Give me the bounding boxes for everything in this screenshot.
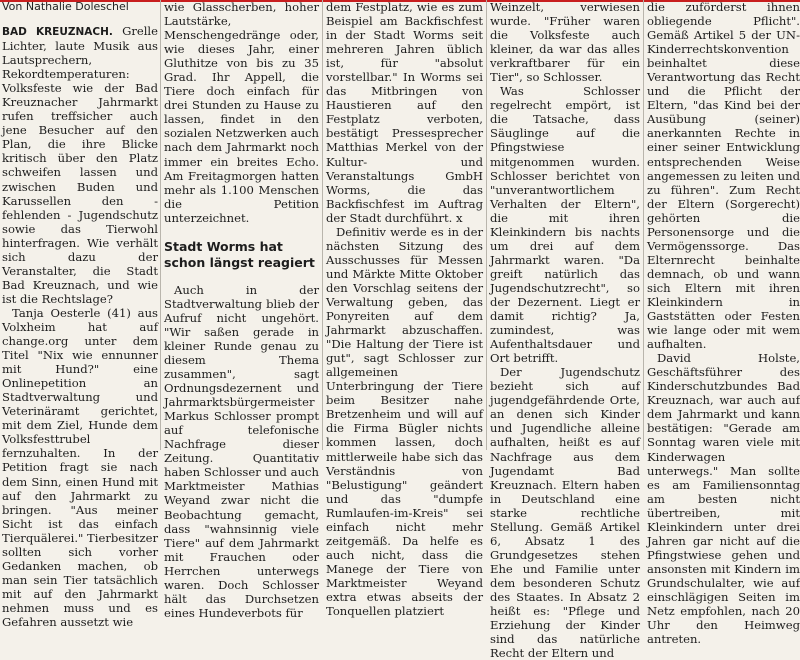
paragraph: Definitiv werde es in der nächsten Sitzung des Ausschusses für Messen und Märkte Mitte Oktober den Vorschlag seitens der Verwaltung geben, das Ponyreiten auf dem Jahrmarkt abzuschaffen. "Die Haltung der Tiere ist gut", sagt Schlosser zur allgemeinen Unterbringung der Tiere beim Besitzer nahe Bretzenheim und will auf die Firma Bügler nichts kommen lassen, doch mittlerweile habe sich das Verständnis von "Belustigung" geändert und das "dumpfe Rumlaufen-im-Kreis" sei einfach nicht mehr zeitgemäß. Da helfe es auch nicht, dass die Manege der Tiere von Marktmeister Weyand extra etwas abseits der Tonquellen platziert	[326, 224, 483, 619]
paragraph: Was Schlosser regelrecht empört, ist die Tatsache, dass Säuglinge auf die Pfingstwiese mitgenommen wurden. Schlosser berichtet von "unverantwortlichem Verhalten der Eltern", die mit ihren Kleinkindern bis nachts um drei auf dem Jahrmarkt waren. "Da greift natürlich das Jugendschutzrecht", so der Dezernent. Liegt er damit richtig? Ja, zumindest, was Aufenthaltsdauer und Ort betrifft.	[490, 84, 640, 366]
lead-text: Grelle Lichter, laute Musik aus Lautsprechern, Rekordtemperaturen: Volksfeste wie der Bad Kreuznacher Jahrmarkt rufen treffsicher auch jene Besucher auf den Plan, die ihre Blicke kritisch über den Platz schweifen lassen und zwischen Buden und Karussellen den - fehlenden - Jugendschutz sowie das Tierwohl hinterfragen. Wie verhält sich dazu der Veranstalter, die Stadt Bad Kreuznach, und wie ist die Rechtslage?	[2, 24, 159, 306]
dateline: BAD KREUZNACH.	[2, 26, 113, 38]
paragraph: Der Jugendschutz bezieht sich auf jugendgefährdende Orte, an denen sich Kinder und Jugendliche alleine aufhalten, heißt es auf Nachfrage aus dem Jugendamt Bad Kreuznach. Eltern haben in Deutschland eine starke rechtliche Stellung. Gemäß Artikel 6, Absatz 1 des Grundgesetzes stehen Ehe und Familie unter dem besonderen Schutz des Staates. In Absatz 2 heißt es: "Pflege und Erziehung der Kinder sind das natürliche Recht der Eltern und	[490, 365, 640, 660]
column-divider	[322, 0, 323, 450]
paragraph: wie Glasscherben, hoher Lautstärke, Menschengedränge oder, wie dieses Jahr, einer Gluthitze von bis zu 35 Grad. Ihr Appell, die Tiere doch einfach für drei Stunden zu Hause zu lassen, findet in den sozialen Netzwerken auch nach dem Jahrmarkt noch immer ein breites Echo. Am Freitagmorgen hatten mehr als 1.100 Menschen die Petition unterzeichnet.	[164, 0, 319, 225]
paragraph: Weinzelt, verwiesen wurde. "Früher waren die Volksfeste auch kleiner, da war das alles verkraftbarer für ein Tier", so Schlosser.	[490, 0, 640, 85]
column-divider	[486, 0, 487, 450]
paragraph: dem Festplatz, wie es zum Beispiel am Backfischfest in der Stadt Worms seit mehreren Jahren üblich ist, für "absolut vorstellbar." In Worms sei das Mitbringen von Haustieren auf den Festplatz verboten, bestätigt Pressesprecher Matthias Merkel von der Kultur- und Veranstaltungs GmbH Worms, die das Backfischfest im Auftrag der Stadt durchführt. x	[326, 0, 483, 225]
article-column-3	[326, 0, 483, 619]
lead-paragraph	[2, 24, 158, 306]
article-column-4	[490, 0, 640, 660]
paragraph: Auch in der Stadtverwaltung blieb der Aufruf nicht ungehört. "Wir saßen gerade in kleiner Runde genau zu diesem Thema zusammen", sagt Ordnungsdezernent und Jahrmarktsbürgermeister Markus Schlosser prompt auf telefonische Nachfrage dieser Zeitung. Quantitativ haben Schlosser und auch Marktmeister Mathias Weyand zwar nicht die Beobachtung gemacht, dass "wahnsinnig viele Tiere" auf dem Jahrmarkt mit Frauchen oder Herrchen unterwegs waren. Doch Schlosser hält das Durchsetzen eines Hundeverbots für	[164, 282, 319, 620]
article-column-1	[2, 0, 159, 629]
column-divider	[643, 0, 644, 450]
paragraph: David Holste, Geschäftsführer des Kinderschutzbundes Bad Kreuznach, war auch auf dem Jahrmarkt und kann bestätigen: "Gerade am Sonntag waren viele mit Kinderwagen unterwegs." Man sollte es am Familiensonntag am besten nicht übertreiben, mit Kleinkindern unter drei Jahren gar nicht auf die Pfingstwiese gehen und ansonsten mit Kindern im Grundschulalter, wie auf einschlägigen Seiten im Netz empfohlen, nach 20 Uhr den Heimweg antreten.	[647, 351, 800, 647]
paragraph: die zuförderst ihnen obliegende Pflicht". Gemäß Artikel 5 der UN-Kinderrechtskonvention beinhaltet diese Verantwortung das Recht und die Pflicht der Eltern, "das Kind bei der Ausübung (seiner) anerkannten Rechte in einer seiner Entwicklung entsprechenden Weise angemessen zu leiten und zu führen". Zum Recht der Eltern (Sorgerecht) gehörten die Personensorge und die Vermögenssorge. Das Elternrecht beinhalte demnach, ob und wann sich Eltern mit ihren Kleinkindern in Gaststätten oder Festen wie lange oder mit wem aufhalten.	[647, 0, 800, 352]
article-column-5	[647, 0, 800, 647]
byline: Von Nathalie Doleschel	[2, 0, 129, 13]
paragraph: Tanja Oesterle (41) aus Volxheim hat auf change.org unter dem Titel "Nix wie ennunner mit Hund?" eine Onlinepetition an Stadtverwaltung und Veterinäramt gerichtet, mit dem Ziel, Hunde dem Volksfesttrubel fernzuhalten. In der Petition fragt sie nach dem Sinn, einen Hund mit auf den Jahrmarkt zu bringen. "Aus meiner Sicht ist das einfach Tierquälerei." Tierbesitzer sollten sich vorher Gedanken machen, ob man sein Tier tatsächlich mit auf den Jahrmarkt nehmen muss und es Gefahren aussetzt wie	[2, 305, 158, 629]
subheading: Stadt Worms hat schon längst reagiert	[164, 238, 315, 270]
column-divider	[160, 0, 161, 450]
article-column-2	[164, 0, 319, 620]
